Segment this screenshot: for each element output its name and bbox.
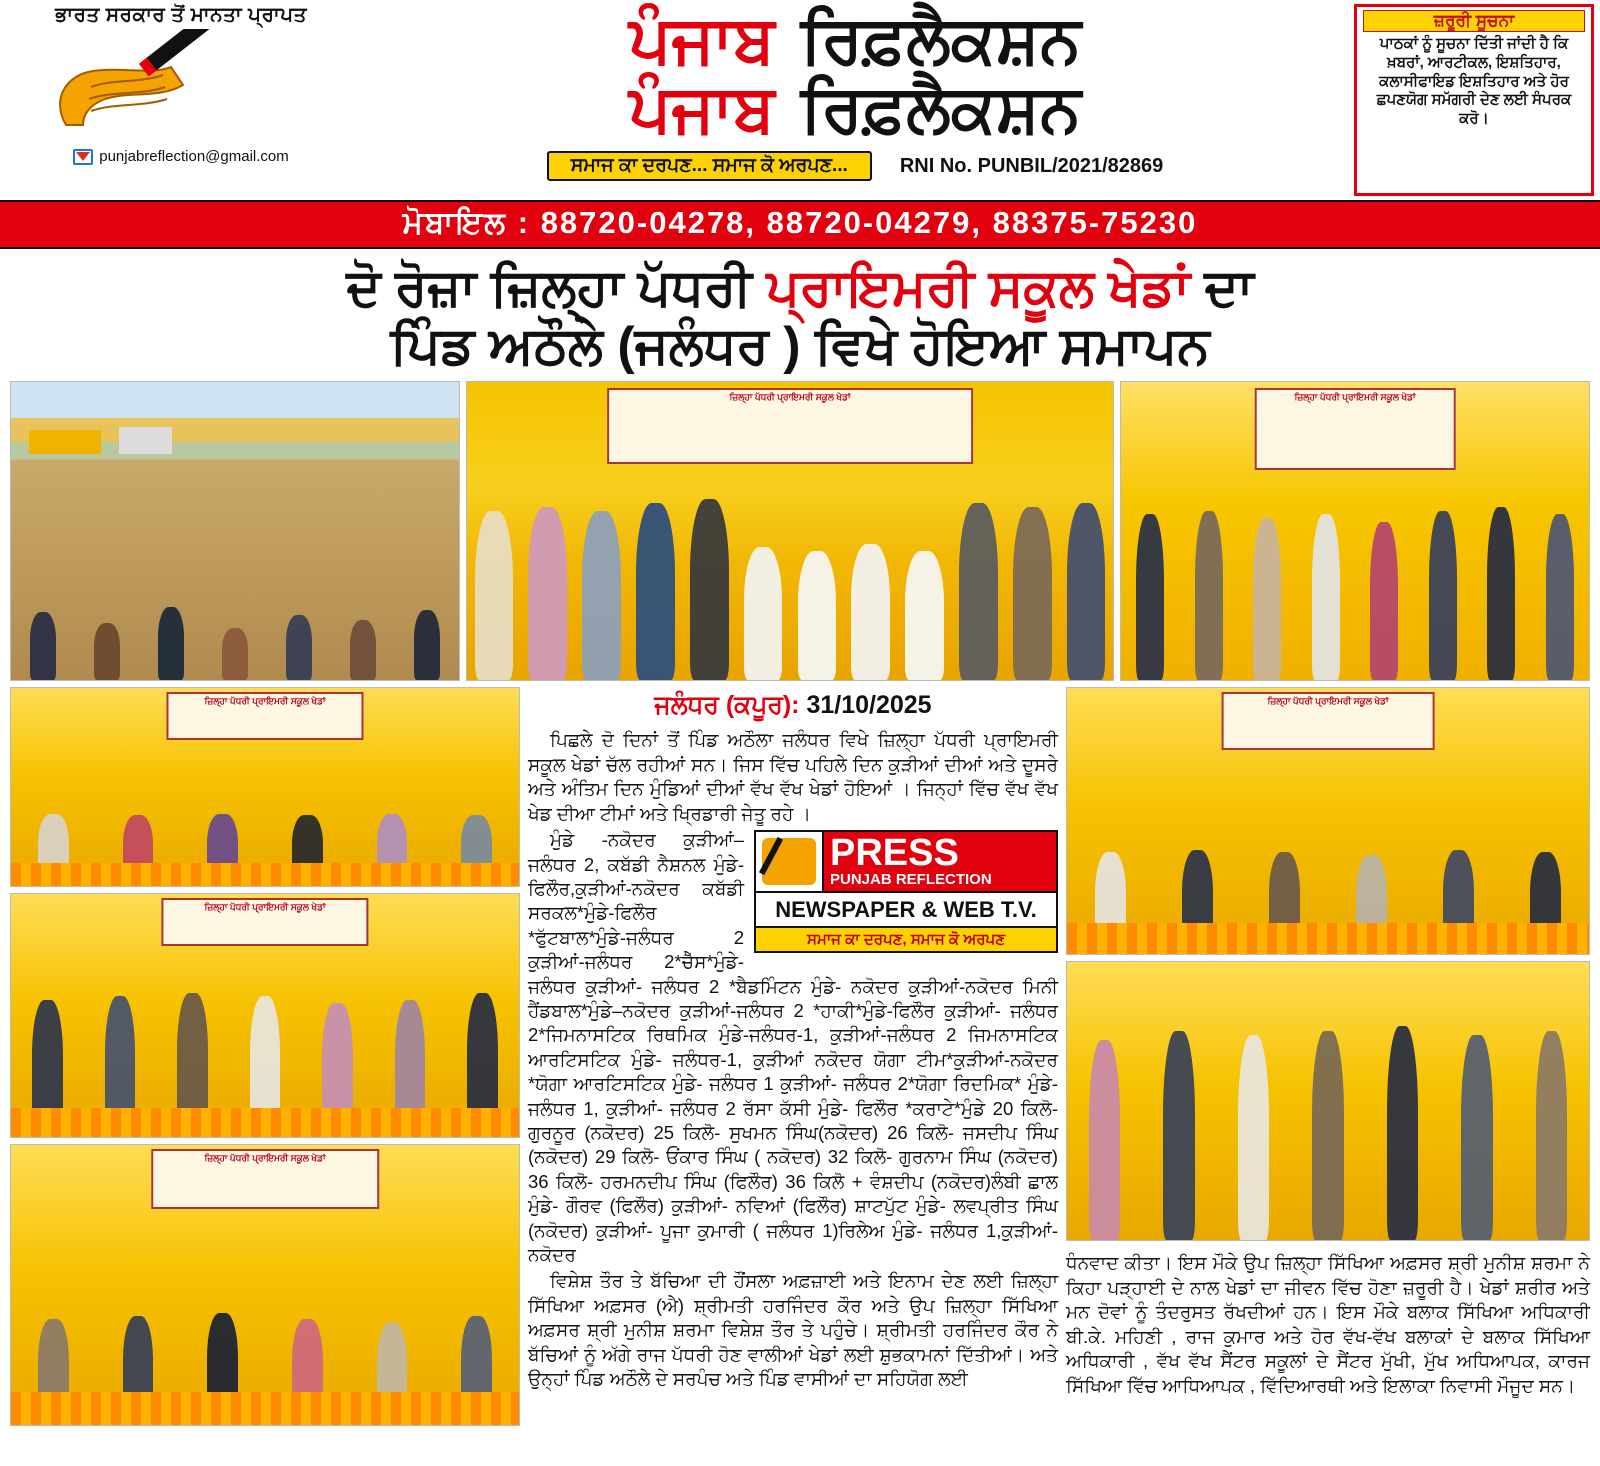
event-banner: ਜ਼ਿਲ੍ਹਾ ਪੱਧਰੀ ਪ੍ਰਾਇਮਰੀ ਸਕੂਲ ਖੇਡਾਂ — [607, 388, 973, 464]
masthead-tagline: ਸਮਾਜ ਕਾ ਦਰਪਣ... ਸਮਾਜ ਕੋ ਅਰਪਣ... — [547, 151, 872, 181]
title-word-punjab-red: ਪੰਜਾਬ — [628, 2, 775, 76]
headline-part-2: ਦਾ — [1204, 259, 1254, 317]
article-text — [528, 728, 1058, 1393]
dateline-place: ਜਲੰਧਰ (ਕਪੂਰ): — [654, 691, 800, 720]
article-paragraph: ਪਿਛਲੇ ਦੋ ਦਿਨਾਂ ਤੋਂ ਪਿੰਡ ਅਠੌਲਾ ਜਲੰਧਰ ਵਿਖੇ ਜ਼ਿਲ੍ਹਾ ਪੱਧਰੀ ਪ੍ਰਾਇਮਰੀ ਸਕੂਲ ਖੇਡਾਂ ਚੱਲ ਰਹੀਆਂ ਸਨ। ਜਿਸ ਵਿੱਚ ਪਹਿਲੇ ਦਿਨ ਕੁੜੀਆਂ ਦੀਆਂ ਅਤੇ ਦੂਸਰੇ ਅਤੇ ਅੰਤਿਮ ਦਿਨ ਮੁੰਡਿਆਂ ਦੀਆਂ ਵੱਖ ਵੱਖ ਖੇਡਾਂ ਹੋਇਆਂ । ਜਿਨ੍ਹਾਂ ਵਿੱਚ ਵੱਖ ਵੱਖ ਖੇਡ ਦੀਆ ਟੀਮਾਂ ਅਤੇ ਖ੍ਰਿਡਾਰੀ ਜੇਤੂ ਰਹੇ । — [528, 729, 1058, 824]
kabaddi-ground-photo — [10, 381, 460, 681]
press-subtitle: PUNJAB REFLECTION — [830, 871, 992, 889]
title-word-punjab-red-2: ਪੰਜਾਬ — [628, 71, 775, 145]
title-word-reflection-black-2: ਰਿਫ਼ਲੈਕਸ਼ਨ — [800, 71, 1082, 145]
notice-body: ਪਾਠਕਾਂ ਨੂੰ ਸੂਚਨਾ ਦਿੱਤੀ ਜਾਂਦੀ ਹੈ ਕਿ ਖ਼ਬਰਾਂ, ਆਰਟੀਕਲ, ਇਸ਼ਤਿਹਾਰ, ਕਲਾਸੀਫਾਇਡ ਇਸ਼ਤਿਹਾਰ ਅਤੇ ਹੋਰ ਛਪਣਯੋਗ ਸਮੱਗਰੀ ਦੇਣ ਲਈ ਸੰਪਰਕ ਕਰੋ। — [1376, 35, 1572, 127]
trophy-presentation-photo — [1066, 961, 1590, 1241]
masthead-title-line-1 — [628, 2, 1082, 76]
masthead-center — [356, 2, 1354, 200]
rni-number: RNI No. PUNBIL/2021/82869 — [899, 154, 1164, 177]
govt-recognition-text: ਭਾਰਤ ਸਰਕਾਰ ਤੋਂ ਮਾਨਤਾ ਪ੍ਰਾਪਤ — [55, 4, 307, 26]
gmail-icon — [73, 149, 93, 165]
title-word-reflection-black: ਰਿਫ਼ਲੈਕਸ਼ਨ — [800, 2, 1082, 76]
right-photo-column — [1066, 687, 1590, 1426]
article-paragraph: ਵਿਸ਼ੇਸ਼ ਤੌਰ ਤੇ ਬੱਚਿਆ ਦੀ ਹੌਂਸਲਾ ਅਫ਼ਜ਼ਾਈ ਅਤੇ ਇਨਾਮ ਦੇਣ ਲਈ ਜ਼ਿਲ੍ਹਾ ਸਿੱਖਿਆ ਅਫ਼ਸਰ (ਐ) ਸ਼੍ਰੀਮਤੀ ਹਰਜਿੰਦਰ ਕੌਰ ਅਤੇ ਉਪ ਜ਼ਿਲ੍ਹਾ ਸਿੱਖਿਆ ਅਫ਼ਸਰ ਸ਼੍ਰੀ ਮੁਨੀਸ਼ ਸ਼ਰਮਾ ਵਿਸ਼ੇਸ਼ ਤੌਰ ਤੇ ਪਹੁੰਚੇ। ਸ਼੍ਰੀਮਤੀ ਹਰਜਿੰਦਰ ਕੌਰ ਨੇ ਬੱਚਿਆਂ ਨੂੰ ਅੱਗੇ ਰਾਜ ਪੱਧਰੀ ਹੋਣ ਵਾਲੀਆਂ ਖੇਡਾਂ ਲਈ ਸ਼ੁਭਕਾਮਨਾਂ ਦਿੱਤੀਆਂ। ਅਤੇ ਉਨ੍ਹਾਂ ਪਿੰਡ ਅਠੌਲੇ ਦੇ ਸਰਪੰਚ ਅਤੇ ਪਿੰਡ ਵਾਸੀਆਂ ਦਾ ਸਹਿਯੋਗ ਲਈ — [528, 1270, 1058, 1390]
press-tagline: ਸਮਾਜ ਕਾ ਦਰਪਣ, ਸਮਾਜ ਕੋ ਅਰਪਣ — [756, 926, 1056, 952]
masthead — [0, 0, 1600, 200]
photo-row-top — [0, 381, 1600, 681]
dignitaries-sitting-photo: ਜ਼ਿਲ੍ਹਾ ਪੱਧਰੀ ਪ੍ਰਾਇਮਰੀ ਸਕੂਲ ਖੇਡਾਂ — [10, 1144, 520, 1426]
award-group-photo-left: ਜ਼ਿਲ੍ਹਾ ਪੱਧਰੀ ਪ੍ਰਾਇਮਰੀ ਸਕੂਲ ਖੇਡਾਂ — [10, 893, 520, 1138]
notice-heading: ਜ਼ਰੂਰੀ ਸੂਚਨਾ — [1363, 10, 1585, 32]
masthead-left — [6, 2, 356, 200]
pen-fist-logo-icon — [31, 29, 331, 144]
headline-red-part: ਪ੍ਰਾਇਮਰੀ ਸਕੂਲ ਖੇਡਾਂ — [766, 259, 1190, 317]
masthead-title-line-2 — [628, 71, 1082, 145]
award-handshake-photo — [1120, 381, 1590, 681]
press-label: PRESS — [830, 832, 959, 875]
article-column — [528, 687, 1058, 1426]
article-body-grid — [0, 681, 1600, 1426]
important-notice-box — [1354, 4, 1594, 196]
dateline — [528, 691, 1058, 720]
press-badge-logo — [754, 830, 1058, 953]
mobile-contact-bar: ਮੋਬਾਇਲ : 88720-04278, 88720-04279, 88375-75230 — [0, 200, 1600, 249]
article-paragraph: ਮੁੰਡੇ -ਨਕੋਦਰ ਕੁੜੀਆਂ– ਜਲੰਧਰ 2, ਕਬੱਡੀ ਨੈਸ਼ਨਲ ਮੁੰਡੇ-ਫਿਲੌਰ,ਕੁੜੀਆਂ-ਨਕੋਦਰ ਕਬੱਡੀ ਸਰਕਲ*ਮੁੰਡੇ-ਫਿਲੌਰ *ਫੁੱਟਬਾਲ*ਮੁੰਡੇ-ਜਲੰਧਰ 2 ਕੁੜੀਆਂ-ਜਲੰਧਰ 2*ਚੈੱਸ*ਮੁੰਡੇ-ਜਲੰਧਰ ਕੁੜੀਆਂ- ਜਲੰਧਰ 2 *ਬੈਡਮਿੰਟਨ ਮੁੰਡੇ- ਨਕੋਦਰ ਕੁੜੀਆਂ-ਨਕੋਦਰ ਮਿਨੀ ਹੈਂਡਬਾਲ*ਮੁੰਡੇ–ਨਕੋਦਰ ਕੁੜੀਆਂ-ਜਲੰਧਰ 2 *ਹਾਕੀ*ਮੁੰਡੇ-ਫਿਲੌਰ ਕੁੜੀਆਂ- ਜਲੰਧਰ 2*ਜਿਮਨਾਸਟਿਕ ਰਿਥਮਿਕ ਮੁੰਡੇ-ਜਲੰਧਰ-1, ਕੁੜੀਆਂ-ਜਲੰਧਰ 2 ਜਿਮਨਾਸਟਿਕ ਆਰਟਿਸਟਿਕ ਮੁੰਡੇ- ਜਲੰਧਰ-1, ਕੁੜੀਆਂ ਨਕੋਦਰ ਯੋਗਾ ਟੀਮ*ਕੁੜੀਆਂ-ਨਕੋਦਰ *ਯੋਗਾ ਆਰਟਿਸਟਿਕ ਮੁੰਡੇ- ਜਲੰਧਰ 1 ਕੁੜੀਆਂ- ਜਲੰਧਰ 2*ਯੋਗਾ ਰਿਦਮਿਕ* ਮੁੰਡੇ-ਜਲੰਧਰ 1, ਕੁੜੀਆਂ- ਜਲੰਧਰ 2 ਰੱਸਾ ਕੱਸੀ ਮੁੰਡੇ- ਫਿਲੌਰ *ਕਰਾਟੇ*ਮੁੰਡੇ 20 ਕਿਲੋ-ਗੁਰਨੂਰ (ਨਕੋਦਰ) 25 ਕਿਲੋ- ਸੁਖਮਨ ਸਿੰਘ(ਨਕੋਦਰ) 26 ਕਿਲੋ- ਜਸਦੀਪ ਸਿੰਘ (ਨਕੋਦਰ) 29 ਕਿਲੋ- ਓਂਕਾਰ ਸਿੰਘ ( ਨਕੋਦਰ) 32 ਕਿਲੋ- ਗੁਰਨਾਮ ਸਿੰਘ (ਨਕੋਦਰ) 36 ਕਿਲੋ- ਹਰਮਨਦੀਪ ਸਿੰਘ (ਫਿਲੌਰ) 36 ਕਿਲੋ + ਵੰਸ਼ਦੀਪ (ਨਕੋਦਰ)ਲੰਬੀ ਛਾਲ ਮੁੰਡੇ- ਗੌਰਵ (ਫਿਲੌਰ) ਕੁੜੀਆਂ- ਨਵਿਆਂ (ਫਿਲੌਰ) ਸ਼ਾਟਪੁੱਟ ਮੁੰਡੇ- ਲਵਪ੍ਰੀਤ ਸਿੰਘ (ਨਕੋਦਰ) ਕੁੜੀਆਂ- ਪੂਜਾ ਕੁਮਾਰੀ ( ਜਲੰਧਰ 1)ਰਿਲੇਅ ਮੁੰਡੇ- ਜਲੰਧਰ 1,ਕੁੜੀਆਂ- ਨਕੋਦਰ — [528, 829, 1058, 1265]
headline-part-1: ਦੋ ਰੋਜ਼ਾ ਜ਼ਿਲ੍ਹਾ ਪੱਧਰੀ — [346, 259, 752, 317]
group-photo-students — [466, 381, 1114, 681]
email-address: punjabreflection@gmail.com — [99, 148, 289, 165]
stage-audience-photo: ਜ਼ਿਲ੍ਹਾ ਪੱਧਰੀ ਪ੍ਰਾਇਮਰੀ ਸਕੂਲ ਖੇਡਾਂ — [1066, 687, 1590, 955]
tagline-row — [360, 151, 1350, 181]
dateline-date: 31/10/2025 — [806, 691, 932, 720]
stage-dignitaries-photo: ਜ਼ਿਲ੍ਹਾ ਪੱਧਰੀ ਪ੍ਰਾਇਮਰੀ ਸਕੂਲ ਖੇਡਾਂ — [10, 687, 520, 887]
article-continuation-text: ਧੰਨਵਾਦ ਕੀਤਾ। ਇਸ ਮੌਕੇ ਉਪ ਜ਼ਿਲ੍ਹਾ ਸਿੱਖਿਆ ਅਫ਼ਸਰ ਸ਼੍ਰੀ ਮੁਨੀਸ਼ ਸ਼ਰਮਾ ਨੇ ਕਿਹਾ ਪੜ੍ਹਾਈ ਦੇ ਨਾਲ ਖੇਡਾਂ ਦਾ ਜੀਵਨ ਵਿੱਚ ਹੋਣਾ ਜ਼ਰੂਰੀ ਹੈ। ਖੇਡਾਂ ਸ਼ਰੀਰ ਅਤੇ ਮਨ ਦੋਵਾਂ ਨੂੰ ਤੰਦਰੁਸਤ ਰੱਖਦੀਆਂ ਹਨ। ਇਸ ਮੌਕੇ ਬਲਾਕ ਸਿੱਖਿਆ ਅਧਿਕਾਰੀ ਬੀ.ਕੇ. ਮਹਿਣੀ , ਰਾਜ ਕੁਮਾਰ ਅਤੇ ਹੋਰ ਵੱਖ-ਵੱਖ ਬਲਾਕਾਂ ਦੇ ਬਲਾਕ ਸਿੱਖਿਆ ਅਧਿਕਾਰੀ , ਵੱਖ ਵੱਖ ਸੈਂਟਰ ਸਕੂਲਾਂ ਦੇ ਸੈਂਟਰ ਮੁੱਖੀ, ਮੁੱਖ ਅਧਿਆਪਕ, ਕਾਰਜ ਸਿੱਖਿਆ ਵਿੱਚ ਆਧਿਆਪਕ , ਵਿੱਦਿਆਰਥੀ ਅਤੇ ਇਲਾਕਾ ਨਿਵਾਸੀ ਮੌਜੂਦ ਸਨ। — [1066, 1252, 1590, 1396]
headline-line-2: ਪਿੰਡ ਅਠੌਲੇ (ਜਲੰਧਰ ) ਵਿਖੇ ਹੋਇਆ ਸਮਾਪਨ — [390, 317, 1210, 376]
email-row — [73, 148, 289, 165]
left-photo-column — [10, 687, 520, 1426]
press-media-label: NEWSPAPER & WEB T.V. — [756, 891, 1056, 926]
event-banner-2: ਜ਼ਿਲ੍ਹਾ ਪੱਧਰੀ ਪ੍ਰਾਇਮਰੀ ਸਕੂਲ ਖੇਡਾਂ — [1255, 388, 1456, 469]
main-headline — [0, 249, 1600, 381]
press-fist-icon — [756, 832, 824, 891]
